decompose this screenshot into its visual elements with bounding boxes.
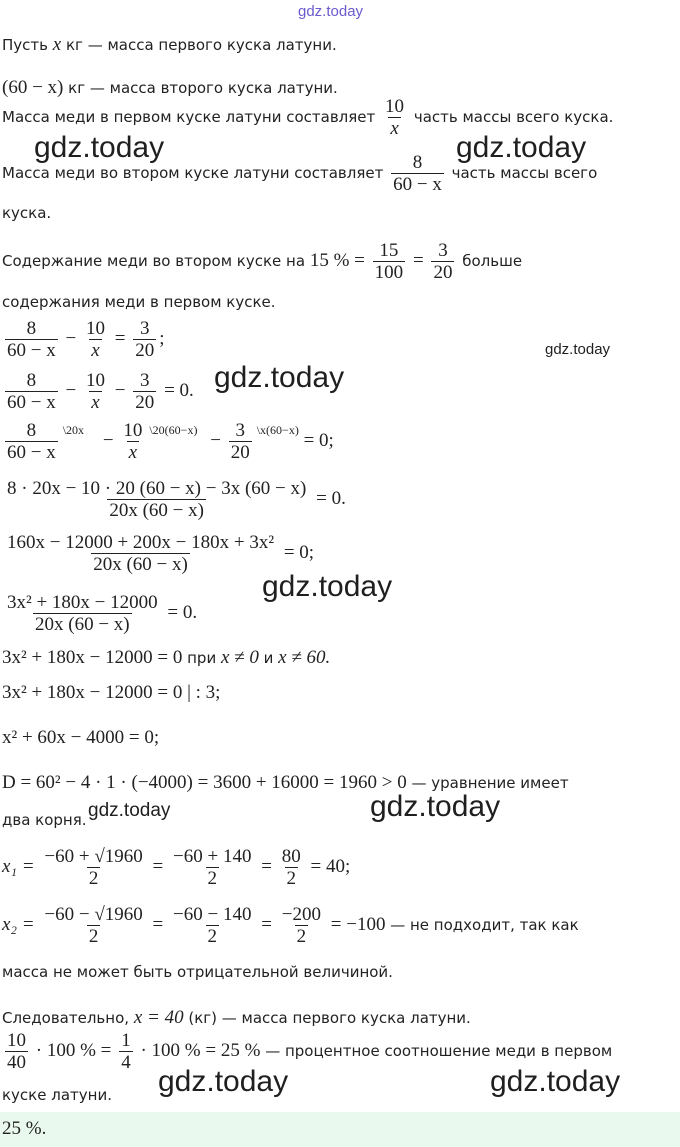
equation-7: 3x² + 180x − 12000 = 0 при x ≠ 0 и x ≠ 60.: [2, 647, 331, 668]
fraction: $\frac{3}{20}$: [433, 240, 453, 283]
watermark: gdz.today: [88, 800, 171, 821]
fraction: $\frac{10}{x}$: [86, 370, 105, 413]
fraction: $\frac{15}{100}$: [374, 240, 404, 283]
equation-10: D = 60² − 4 · 1 · (−4000) = 3600 + 16000 = 1960 > 0 — уравнение имеет: [2, 772, 569, 793]
fraction: $\frac{10}{40}$: [7, 1030, 26, 1073]
fraction: $\frac{10}{x}$: [123, 420, 143, 463]
text: кг — масса первого куска латуни.: [65, 36, 337, 54]
text: часть массы всего: [451, 164, 598, 182]
text-line-1: [2, 35, 337, 55]
fraction: $\frac{\text{160x − 12000 + 200x − 180x + 3x²}}{20x (60 - x)}$: [7, 532, 275, 575]
watermark-top: gdz.today: [298, 3, 364, 20]
fraction: $\frac{3}{20}$: [135, 318, 155, 361]
watermark: gdz.today: [545, 341, 611, 358]
text-line-x2b: масса не может быть отрицательной величиной.: [2, 963, 393, 981]
text: больше: [462, 252, 523, 270]
watermark: gdz.today: [158, 1065, 289, 1098]
watermark: gdz.today: [456, 131, 587, 164]
text: кг — масса второго куска латуни.: [68, 79, 338, 97]
fraction: $\frac{-60 - √1960}{2}$: [44, 904, 143, 947]
text-line-6: [2, 240, 522, 283]
text: содержания меди в первом куске.: [2, 293, 276, 311]
text-line-4: [2, 152, 597, 195]
equation-9: x² + 60x − 4000 = 0;: [2, 727, 160, 748]
text-line-7: [2, 292, 276, 312]
conclusion-3: куске латуни.: [2, 1086, 112, 1104]
fraction: $\frac{3}{20}$: [135, 370, 155, 413]
fraction: $\frac{8}{60 - x}$: [7, 420, 56, 463]
watermark: gdz.today: [370, 790, 501, 823]
watermark: gdz.today: [262, 570, 393, 603]
math: =: [354, 250, 365, 271]
root-2: x₂ = $\frac{-60 - √1960}{2}$ = $\frac{-60 - 140}{2}$ = $\frac{-200}{2}$ = −100 — не подходит, так как: [2, 904, 579, 947]
fraction: $\frac{-200}{2}$: [281, 904, 321, 947]
fraction: $\frac{3}{20}$: [230, 420, 250, 463]
fraction: $\frac{8}{60 - x}$: [393, 152, 442, 195]
fraction: $\frac{8}{60 - x}$: [7, 318, 56, 361]
text: Масса меди во втором куске латуни составляет: [2, 164, 384, 182]
equation-6: $\frac{\text{3x² + 180x − 12000}}{20x (60 - x)}$ = 0.: [7, 592, 198, 635]
equation-8: 3x² + 180x − 12000 = 0 | : 3;: [2, 682, 221, 703]
watermark: gdz.today: [214, 361, 345, 394]
math: 15 %: [309, 250, 350, 271]
math: =: [412, 250, 424, 271]
conclusion-1: Следовательно, x = 40 (кг) — масса первого куска латуни.: [2, 1007, 471, 1028]
answer-box: [0, 1112, 680, 1147]
fraction: $\frac{80}{2}$: [281, 846, 301, 889]
text: часть массы всего куска.: [413, 108, 614, 126]
root-1: x₁ = $\frac{-60 + √1960}{2}$ = $\frac{-60 + 140}{2}$ = $\frac{80}{2}$ = 40;: [2, 846, 351, 889]
text: Содержание меди во втором куске на: [2, 252, 306, 270]
text-line-5: [2, 203, 51, 223]
fraction: $\frac{-60 + 140}{2}$: [173, 846, 252, 889]
fraction: $\frac{\text{3x² + 180x − 12000}}{20x (60 - x)}$: [7, 592, 158, 635]
equation-5: $\frac{\text{160x − 12000 + 200x − 180x + 3x²}}{20x (60 - x)}$ = 0;: [7, 532, 315, 575]
watermark: gdz.today: [490, 1065, 621, 1098]
text: куска.: [2, 204, 52, 222]
fraction: $\frac{8 \cdot 20x - 10 \cdot 20 (60 - x) - 3x (60 - x)}{20x (60 - x)}$: [7, 478, 307, 521]
equation-3: $\frac{8}{60 - x}$ $^{\backslash 20x}$ − $\frac{10}{x}$ $^{\backslash 20(60-x)}$ − $\frac{3}{20}$ $^{\backslash x(60-x)}$ = 0;: [7, 420, 334, 463]
text: Масса меди в первом куске латуни составляет: [2, 108, 376, 126]
fraction: $\frac{10}{x}$: [86, 318, 105, 361]
equation-2: $\frac{8}{60 - x}$ − $\frac{10}{x}$ − $\frac{3}{20}$ = 0.: [7, 370, 194, 413]
text-line-2: [2, 78, 338, 98]
text: Пусть: [2, 36, 48, 54]
text-line-11: два корня.: [2, 811, 87, 829]
equation-1: $\frac{8}{60 - x}$ − $\frac{10}{x}$ = $\frac{3}{20}$ ;: [7, 318, 165, 361]
fraction: $\frac{-60 + √1960}{2}$: [44, 846, 143, 889]
equation-4: $\frac{8 \cdot 20x - 10 \cdot 20 (60 - x) - 3x (60 - x)}{20x (60 - x)}$ = 0.: [7, 478, 346, 521]
fraction: $\frac{1}{4}$: [121, 1030, 131, 1073]
variable: x: [52, 34, 62, 55]
answer-text: 25 %.: [2, 1118, 47, 1139]
math-expression: (60 − x): [2, 77, 64, 98]
fraction: $\frac{10}{x}$: [385, 96, 405, 139]
fraction: $\frac{-60 - 140}{2}$: [173, 904, 252, 947]
conclusion-2: $\frac{10}{40}$ · 100 % = $\frac{1}{4}$ · 100 % = 25 % — процентное соотношение меди в первом: [7, 1030, 613, 1073]
watermark: gdz.today: [34, 131, 165, 164]
fraction: $\frac{8}{60 - x}$: [7, 370, 56, 413]
